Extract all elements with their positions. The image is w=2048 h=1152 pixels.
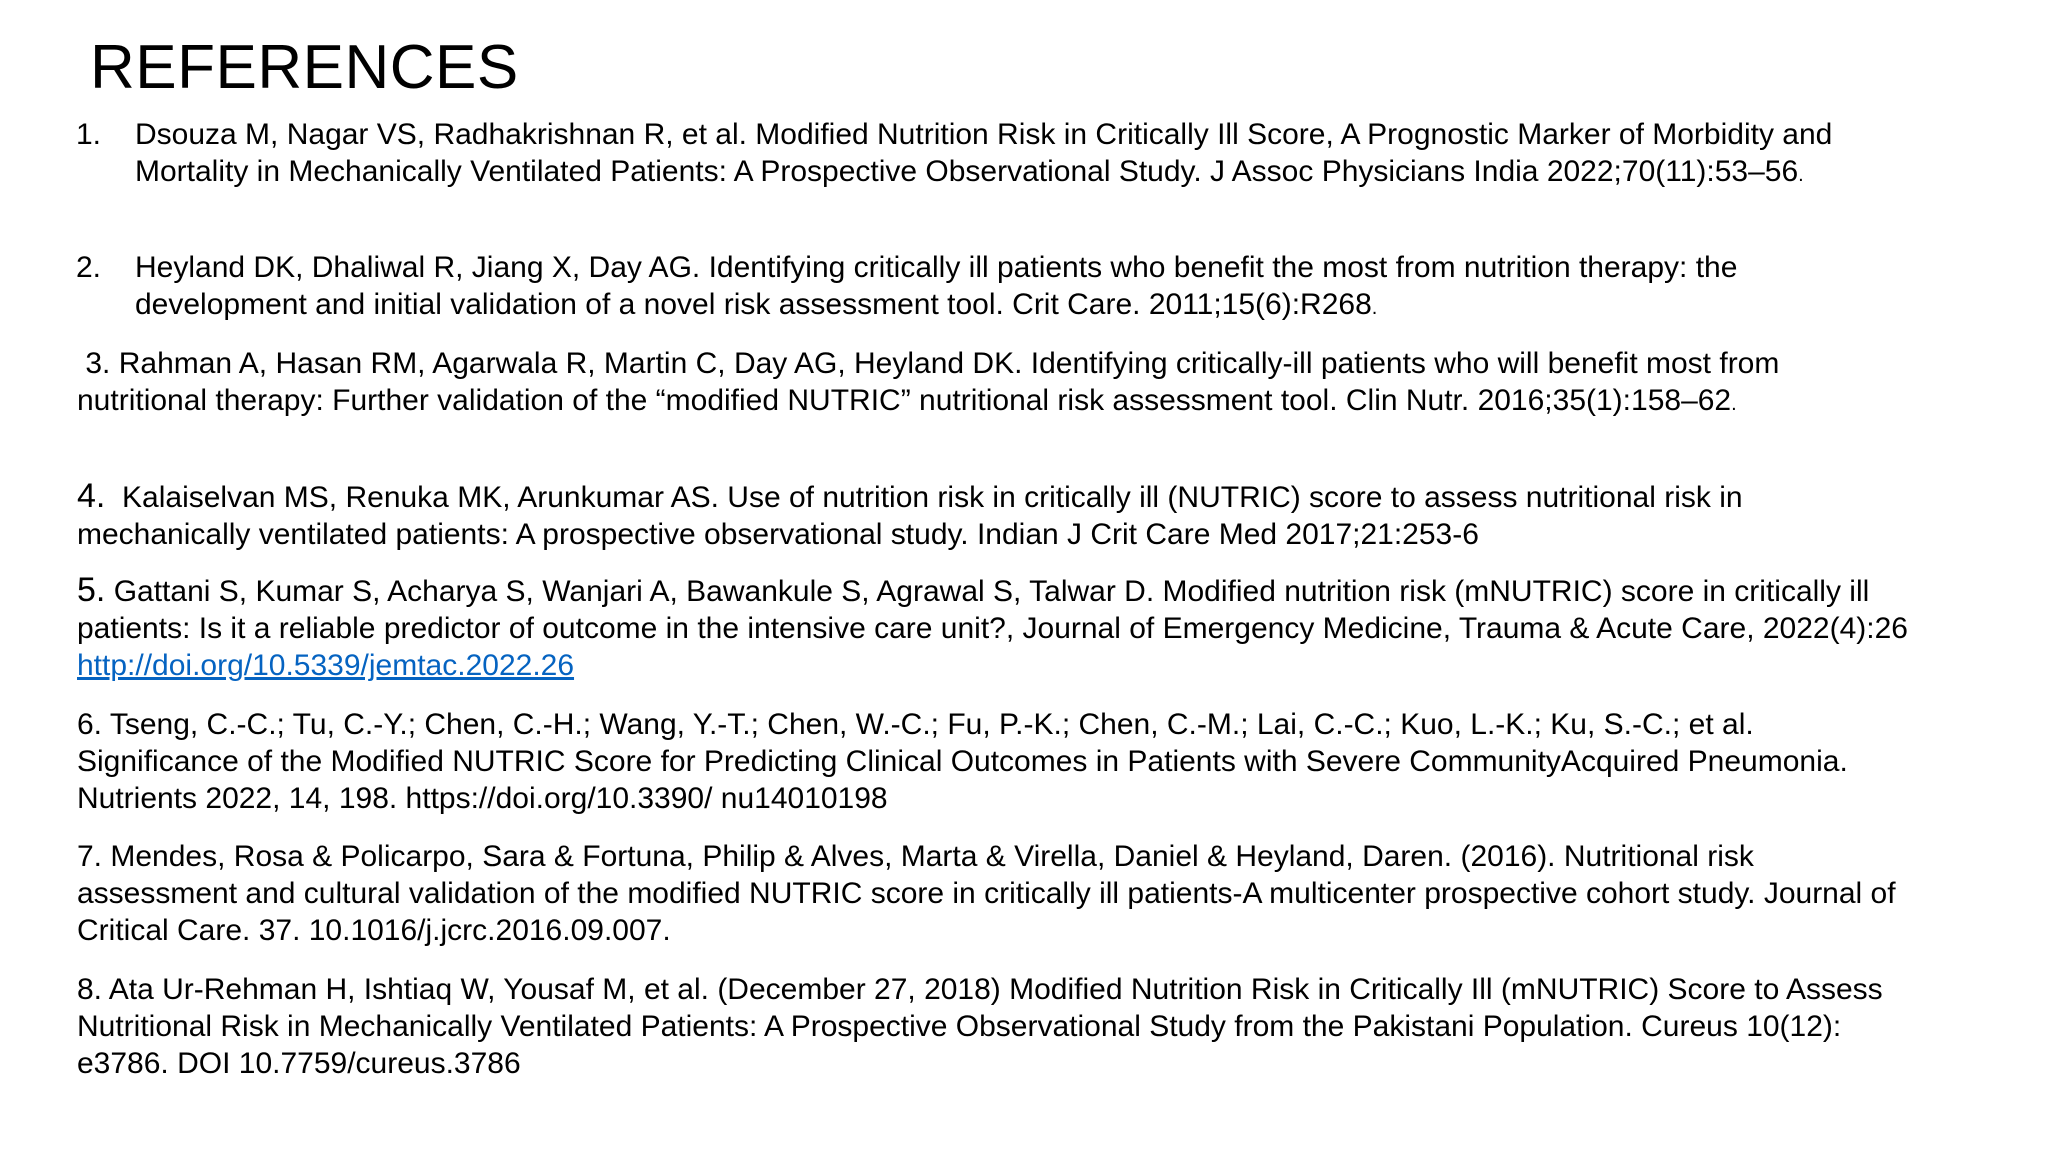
reference-item-1 bbox=[76, 116, 1835, 194]
reference-text: Ata Ur-Rehman H, Ishtiaq W, Yousaf M, et al. (December 27, 2018) Modified Nutrition Risk in Critically Ill (mNUTRIC) Score to Assess Nutritional Risk in Mechanically Ventilated Patients: A Prospective Observational Study from the Pakistani Population. Cureus 10(12): e3786. DOI 10.7759/cureus.3786 bbox=[77, 973, 1883, 1080]
reference-end: . bbox=[1731, 393, 1737, 415]
reference-end: . bbox=[1798, 164, 1804, 186]
reference-item-3 bbox=[77, 345, 1837, 423]
reference-text: Dsouza M, Nagar VS, Radhakrishnan R, et al. Modified Nutrition Risk in Critically Ill Score, A Prognostic Marker of Morbidity and Mortality in Mechanically Ventilated Patients: A Prospective Observational Study. J Assoc Physicians India 2022;70(11):53–56 bbox=[135, 118, 1833, 188]
reference-number: 3. bbox=[85, 347, 111, 380]
reference-text: Mendes, Rosa & Policarpo, Sara & Fortuna, Philip & Alves, Marta & Virella, Daniel & Heyland, Daren. (2016). Nutritional risk assessment and cultural validation of the modified NUTRIC score in critically ill patients-A multicenter prospective cohort study. Journal of Critical Care. 37. 10.1016/j.jcrc.2016.09.007. bbox=[77, 840, 1896, 947]
reference-item-8 bbox=[77, 971, 1917, 1082]
reference-text: Tseng, C.-C.; Tu, C.-Y.; Chen, C.-H.; Wang, Y.-T.; Chen, W.-C.; Fu, P.-K.; Chen, C.-M.; Lai, C.-C.; Kuo, L.-K.; Ku, S.-C.; et al. Significance of the Modified NUTRIC Score for Predicting Clinical Outcomes in Patients with Severe CommunityAcquired Pneumonia. Nutrients 2022, 14, 198. https://doi.org/10.3390/ nu14010198 bbox=[77, 708, 1848, 815]
doi-link[interactable]: http://doi.org/10.5339/jemtac.2022.26 bbox=[77, 649, 575, 682]
reference-item-5 bbox=[77, 572, 1917, 684]
reference-text: Gattani S, Kumar S, Acharya S, Wanjari A, Bawankule S, Agrawal S, Talwar D. Modified nutrition risk (mNUTRIC) score in critically ill patients: Is it a reliable predictor of outcome in the intensive care unit?, Journal of Emergency Medicine, Trauma & Acute Care, 2022(4):26 bbox=[77, 575, 1908, 645]
reference-number: 7. bbox=[77, 840, 103, 873]
reference-text: Heyland DK, Dhaliwal R, Jiang X, Day AG. Identifying critically ill patients who benefit the most from nutrition therapy: the development and initial validation of a novel risk assessment tool. Crit Care. 2011;15(6):R268 bbox=[135, 251, 1738, 321]
reference-end: . bbox=[1371, 297, 1378, 319]
reference-text: Rahman A, Hasan RM, Agarwala R, Martin C, Day AG, Heyland DK. Identifying critically-ill patients who will benefit most from nutritional therapy: Further validation of the “modified NUTRIC” nutritional risk assessment tool. Clin Nutr. 2016;35(1):158–62 bbox=[77, 347, 1780, 417]
reference-number: 2. bbox=[76, 251, 102, 284]
reference-number: 8. bbox=[77, 973, 103, 1006]
reference-item-6 bbox=[77, 706, 1917, 817]
reference-number: 5. bbox=[77, 571, 106, 609]
reference-item-2 bbox=[76, 249, 1835, 327]
slide-title: REFERENCES bbox=[90, 33, 519, 102]
reference-number: 6. bbox=[77, 708, 103, 741]
reference-item-4 bbox=[77, 478, 1917, 553]
reference-text: Kalaiselvan MS, Renuka MK, Arunkumar AS. Use of nutrition risk in critically ill (NUTRIC) score to assess nutritional risk in mechanically ventilated patients: A prospective observational study. Indian J Crit Care Med 2017;21:253-6 bbox=[77, 481, 1743, 551]
reference-number: 1. bbox=[76, 118, 102, 151]
reference-number: 4. bbox=[77, 477, 106, 515]
reference-item-7 bbox=[77, 838, 1917, 949]
